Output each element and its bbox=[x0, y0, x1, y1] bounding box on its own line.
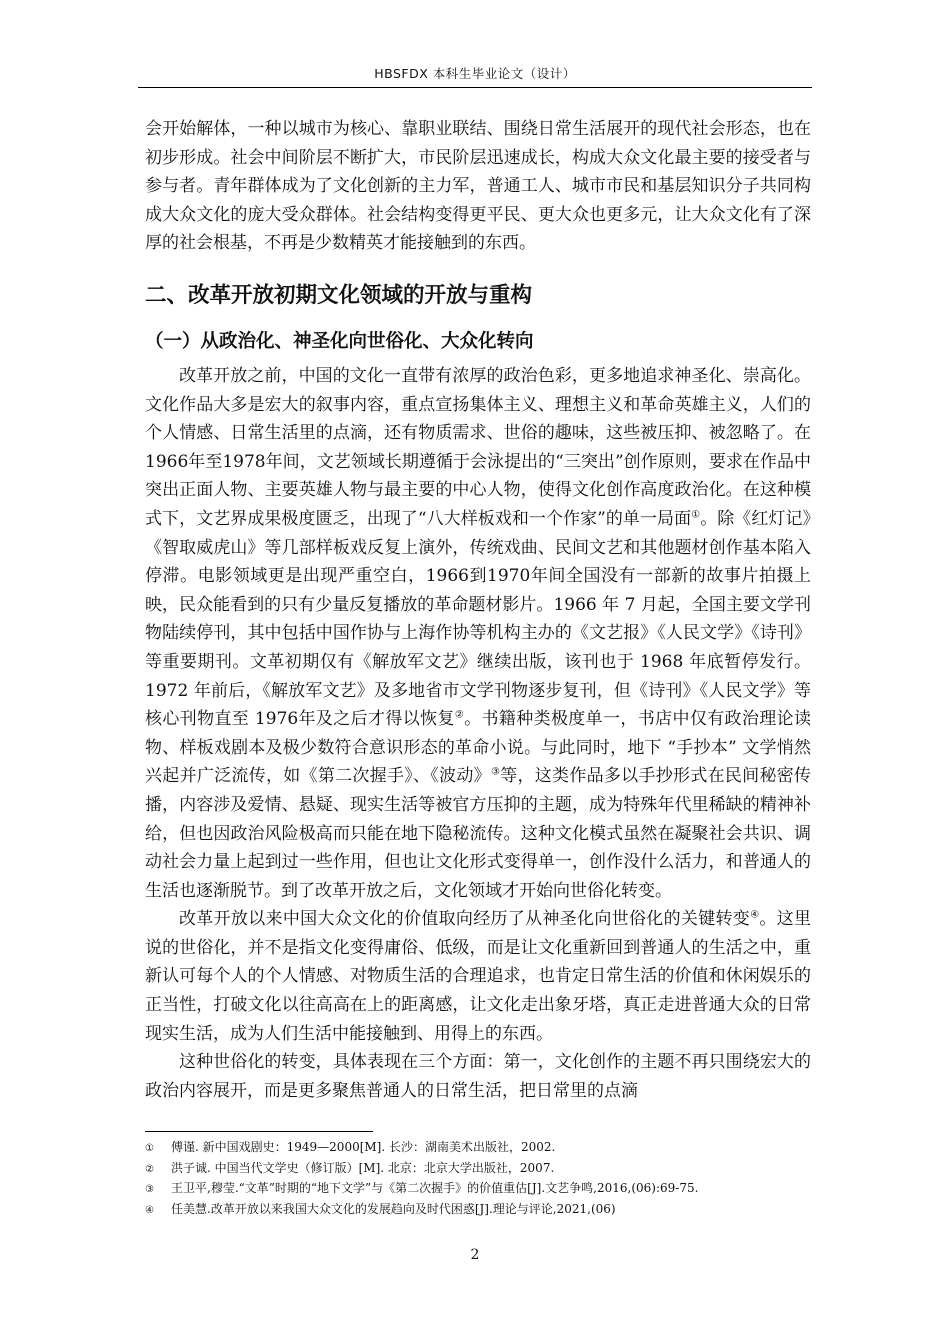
paragraph-1-part-3: 。书籍种类极度单一，书店中仅有政治理论读物、样板戏剧本及极少数符合意识形态的革命小说。与此同时，地下 “手抄本” 文学悄然兴起并广泛流传，如《第二次握手》、《波动》 bbox=[145, 709, 812, 787]
header-divider bbox=[138, 87, 812, 88]
footnote-item bbox=[145, 1159, 785, 1180]
page-number: 2 bbox=[470, 1247, 480, 1263]
footnote-mark: ① bbox=[145, 1143, 154, 1154]
footnote-item bbox=[145, 1138, 785, 1159]
intro-paragraph-text: 会开始解体，一种以城市为核心、靠职业联结、围绕日常生活展开的现代社会形态，也在初步形成。社会中间阶层不断扩大，市民阶层迅速成长，构成大众文化最主要的接受者与参与者。青年群体成为了文化创新的主力军，普通工人、城市市民和基层知识分子共同构成大众文化的庞大受众群体。社会结构变得更平民、更大众也更多元，让大众文化有了深厚的社会根基，不再是少数精英才能接触到的东西。 bbox=[145, 119, 811, 254]
intro-paragraph bbox=[145, 115, 811, 258]
paragraph-2-part-2: 。这里说的世俗化，并不是指文化变得庸俗、低级，而是让文化重新回到普通人的生活之中，重新认可每个人的个人情感、对物质生活的合理追求，也肯定日常生活的价值和休闲娱乐的正当性，打破文化以往高高在上的距离感，让文化走出象牙塔，真正走进普通大众的日常现实生活，成为人们生活中能接触到、用得上的东西。 bbox=[145, 909, 812, 1044]
paragraph-2-part-1: 改革开放以来中国大众文化的价值取向经历了从神圣化向世俗化的关键转变 bbox=[179, 909, 751, 930]
footnote-mark: ③ bbox=[145, 1184, 154, 1195]
footnote-text: 王卫平,穆莹.“文革”时期的“地下文学”与《第二次握手》的价值重估[J].文艺争鸣,2016,(06):69-75. bbox=[171, 1181, 699, 1195]
footnote-text: 任美慧.改革开放以来我国大众文化的发展趋向及时代困惑[J].理论与评论,2021,(06) bbox=[171, 1201, 616, 1216]
paragraph-1-part-2: 。除《红灯记》《智取威虎山》等几部样板戏反复上演外，传统戏曲、民间文艺和其他题材创作基本陷入停滞。电影领域更是出现严重空白，1966到1970年间全国没有一部新的故事片拍摄上映，民众能看到的只有少量反复播放的革命题材影片。1966 年 7 月起，全国主要文学刊物陆续停刊，其中包括中国作协与上海作协等机构主办的《文艺报》《人民文学》《诗刊》等重要期刊。文革初期仅有《解放军文艺》继续出版，该刊也于 1968 年底暂停发行。1972 年前后，《解放军文艺》及多地省市文学刊物逐步复刊，但《诗刊》《人民文学》等核心刊物直至 1976年及之后才得以恢复 bbox=[145, 508, 812, 730]
footnote-ref-3[interactable]: ③ bbox=[490, 766, 501, 778]
footnote-divider bbox=[145, 1131, 373, 1132]
footnote-item bbox=[145, 1179, 785, 1200]
footnote-text: 洪子诚. 中国当代文学史（修订版）[M]. 北京：北京大学出版社，2007. bbox=[171, 1160, 555, 1175]
section-heading: 二、改革开放初期文化领域的开放与重构 bbox=[145, 283, 533, 308]
footnote-text: 傅谨. 新中国戏剧史：1949—2000[M]. 长沙：湖南美术出版社，2002. bbox=[171, 1140, 556, 1154]
paragraph-secularization bbox=[145, 905, 811, 1048]
footnotes bbox=[145, 1138, 785, 1220]
running-header: HBSFDX 本科生毕业论文（设计） bbox=[374, 66, 576, 81]
paragraph-1-part-1: 改革开放之前，中国的文化一直带有浓厚的政治色彩，更多地追求神圣化、崇高化。文化作品大多是宏大的叙事内容，重点宣扬集体主义、理想主义和革命英雄主义，人们的个人情感、日常生活里的点滴，还有物质需求、世俗的趣味，这些被压抑、被忽略了。在1966年至1978年间，文艺领域长期遵循于会泳提出的“三突出”创作原则，要求在作品中突出正面人物、主要英雄人物与最主要的中心人物，使得文化创作高度政治化。在这种模式下，文艺界成果极度匮乏，出现了“八大样板戏和一个作家”的单一局面 bbox=[145, 366, 811, 529]
main-body bbox=[145, 362, 811, 1105]
footnote-item bbox=[145, 1200, 785, 1221]
subsection-heading: （一）从政治化、神圣化向世俗化、大众化转向 bbox=[145, 331, 534, 352]
paragraph-three-aspects: 这种世俗化的转变，具体表现在三个方面：第一，文化创作的主题不再只围绕宏大的政治内容展开，而是更多聚焦普通人的日常生活，把日常里的点滴 bbox=[145, 1052, 811, 1101]
footnote-mark: ④ bbox=[145, 1204, 154, 1216]
footnote-ref-1[interactable]: ① bbox=[691, 509, 701, 521]
footnote-mark: ② bbox=[145, 1163, 154, 1175]
footnote-ref-4[interactable]: ④ bbox=[750, 909, 760, 921]
paragraph-1-part-4: 等，这类作品多以手抄形式在民间秘密传播，内容涉及爱情、悬疑、现实生活等被官方压抑的主题，成为特殊年代里稀缺的精神补给，但也因政治风险极高而只能在地下隐秘流传。这种文化模式虽然在凝聚社会共识、调动社会力量上起到过一些作用，但也让文化形式变得单一，创作没什么活力，和普通人的生活也逐渐脱节。到了改革开放之后，文化领域才开始向世俗化转变。 bbox=[145, 766, 812, 901]
paragraph-pre-reform bbox=[145, 362, 811, 905]
footnote-ref-2[interactable]: ② bbox=[454, 709, 465, 721]
